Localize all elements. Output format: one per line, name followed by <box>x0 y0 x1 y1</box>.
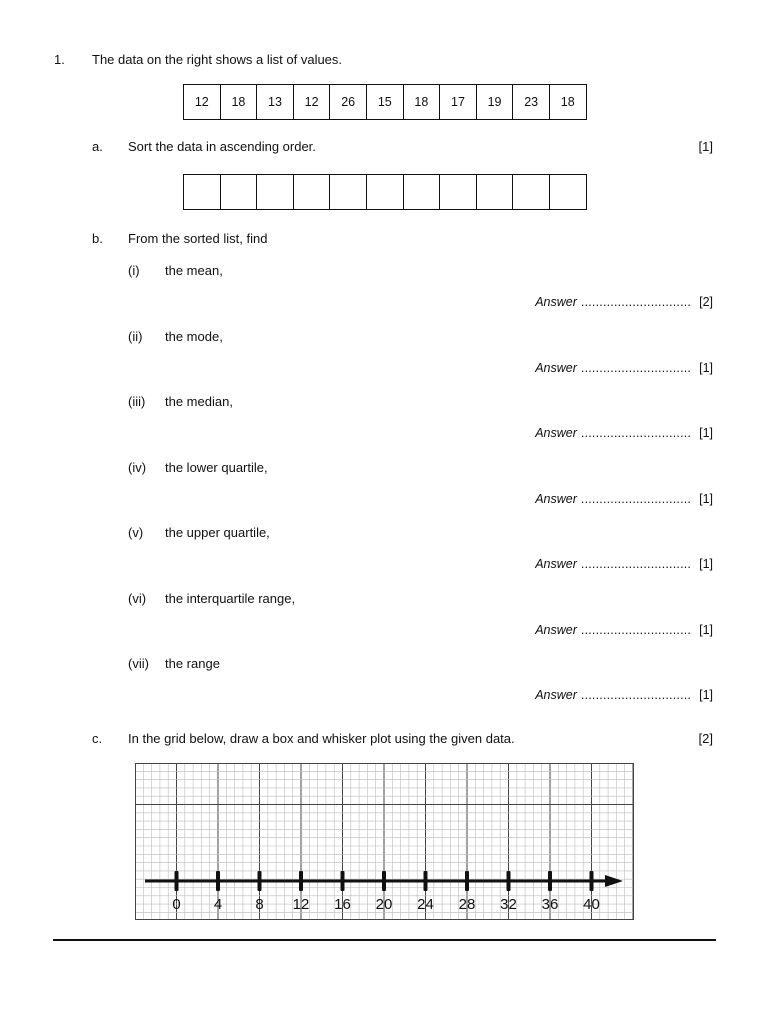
part-c-label: c. <box>92 731 103 746</box>
answer-word: Answer <box>535 360 577 375</box>
axis-tick-label: 8 <box>255 896 264 913</box>
blank-answer-cell[interactable] <box>366 175 403 209</box>
axis-tick-label: 0 <box>172 896 181 913</box>
marks-label: [1] <box>699 688 713 702</box>
marks-label: [1] <box>699 557 713 571</box>
axis-tick <box>507 871 511 891</box>
data-value-cell: 12 <box>293 85 330 119</box>
question-number: 1. <box>54 52 65 67</box>
answer-line <box>535 557 713 571</box>
sub-question-label: (iv) <box>128 459 147 475</box>
answer-blank[interactable]: .............................. <box>580 295 692 309</box>
axis-tick-label: 24 <box>417 896 434 913</box>
sub-question-label: (v) <box>128 525 144 540</box>
blank-answer-cell[interactable] <box>549 175 586 209</box>
answer-blank[interactable]: .............................. <box>580 360 692 375</box>
data-value-cell: 26 <box>329 85 366 119</box>
marks-label: [1] <box>699 426 713 440</box>
axis-tick-label: 16 <box>334 896 351 913</box>
sub-question-text: the median, <box>165 394 233 409</box>
marks-label: [1] <box>699 622 713 637</box>
blank-answer-cell[interactable] <box>329 175 366 209</box>
sub-question-text: the mode, <box>165 328 223 344</box>
data-value-cell: 18 <box>403 85 440 119</box>
answer-line <box>535 426 713 440</box>
answer-line <box>535 623 713 637</box>
sub-question-text: the range <box>165 656 220 671</box>
box-plot-grid <box>135 763 634 920</box>
answer-line <box>535 295 713 309</box>
axis-tick-label: 40 <box>583 896 600 913</box>
answer-word: Answer <box>535 491 577 506</box>
answer-word: Answer <box>535 688 577 702</box>
axis-tick <box>341 871 345 891</box>
data-value-cell: 13 <box>256 85 293 119</box>
answer-word: Answer <box>535 557 577 571</box>
sub-question-label: (i) <box>128 263 140 278</box>
answer-line <box>535 688 713 702</box>
axis-tick-label: 28 <box>458 896 476 913</box>
sub-question-label: (ii) <box>128 328 143 344</box>
data-value-cell: 18 <box>549 85 586 119</box>
bottom-rule <box>53 939 716 941</box>
axis-tick-label: 12 <box>292 896 310 913</box>
data-values-table <box>183 84 587 120</box>
blank-answer-cell[interactable] <box>184 175 220 209</box>
axis-tick <box>299 871 303 891</box>
marks-label: [2] <box>699 295 713 309</box>
blank-answer-cell[interactable] <box>220 175 257 209</box>
part-a-marks: [1] <box>698 139 713 154</box>
answer-blank[interactable]: .............................. <box>580 426 692 440</box>
axis-tick <box>175 871 179 891</box>
axis-tick <box>424 871 428 891</box>
part-a-label: a. <box>92 139 103 154</box>
answer-blank[interactable]: .............................. <box>580 557 692 571</box>
part-c-marks: [2] <box>698 731 713 746</box>
axis-tick <box>258 871 262 891</box>
answer-word: Answer <box>535 622 577 637</box>
answer-blank[interactable]: .............................. <box>580 622 692 637</box>
sub-question-label: (vi) <box>128 590 147 606</box>
blank-answer-cell[interactable] <box>293 175 330 209</box>
sorted-answer-table <box>183 174 587 210</box>
axis-tick <box>548 871 552 891</box>
axis-tick-label: 36 <box>541 896 559 913</box>
answer-blank[interactable]: .............................. <box>580 688 692 702</box>
axis-tick <box>216 871 220 891</box>
sub-question-text: the mean, <box>165 263 223 278</box>
axis-tick <box>590 871 594 891</box>
answer-word: Answer <box>535 426 577 440</box>
data-value-cell: 12 <box>194 95 209 109</box>
data-value-cell: 23 <box>512 85 549 119</box>
blank-answer-cell[interactable] <box>439 175 476 209</box>
answer-line <box>535 361 713 375</box>
axis-tick <box>465 871 469 891</box>
sub-question-label: (iii) <box>128 394 146 409</box>
question-intro: The data on the right shows a list of values. <box>92 52 343 67</box>
blank-answer-cell[interactable] <box>476 175 513 209</box>
data-value-cell: 19 <box>476 85 513 119</box>
data-value-cell: 15 <box>366 85 403 119</box>
answer-line <box>535 492 713 506</box>
sub-question-label: (vii) <box>128 656 149 671</box>
data-value-cell: 17 <box>439 85 476 119</box>
sub-question-text: the upper quartile, <box>165 525 270 540</box>
sub-question-text: the lower quartile, <box>165 459 268 475</box>
axis-tick-label: 20 <box>375 896 393 913</box>
marks-label: [1] <box>699 360 713 375</box>
answer-word: Answer <box>535 295 577 309</box>
blank-answer-cell[interactable] <box>512 175 549 209</box>
answer-blank[interactable]: .............................. <box>580 491 692 506</box>
blank-answer-cell[interactable] <box>403 175 440 209</box>
axis-tick <box>382 871 386 891</box>
part-b-text: From the sorted list, find <box>128 231 268 246</box>
data-value-cell: 18 <box>220 85 257 119</box>
marks-label: [1] <box>699 491 713 506</box>
sub-question-text: the interquartile range, <box>165 590 296 606</box>
part-b-label: b. <box>92 231 103 246</box>
axis-tick-label: 32 <box>500 896 517 913</box>
blank-answer-cell[interactable] <box>256 175 293 209</box>
part-c-text: In the grid below, draw a box and whisker plot using the given data. <box>128 731 515 746</box>
part-a-text: Sort the data in ascending order. <box>128 139 316 154</box>
axis-tick-label: 4 <box>213 896 223 913</box>
